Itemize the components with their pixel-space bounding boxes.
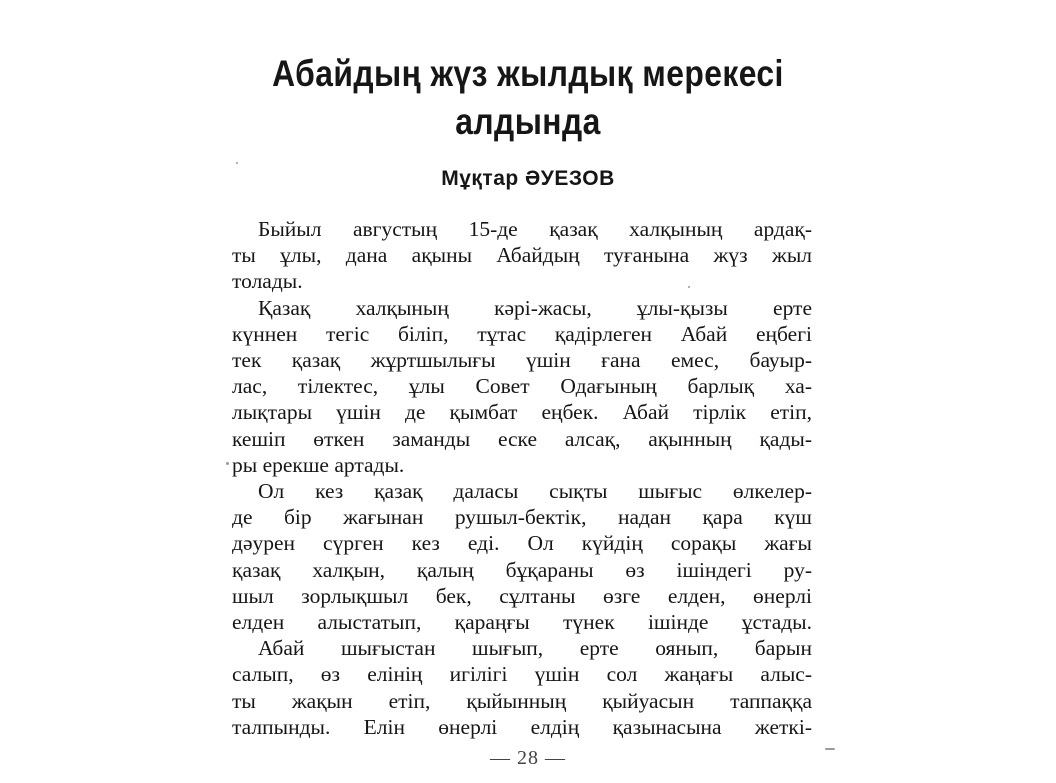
- author-name: Мұқтар ӘУЕЗОВ: [441, 167, 615, 190]
- text-line: де бір жағынан рушыл-бектік, надан қара күш: [232, 505, 812, 530]
- text-line: Абай шығыстан шығып, ерте оянып, барын: [258, 636, 812, 661]
- text-line: Быйыл августың 15-де қазақ халқының ардақ-: [258, 217, 812, 241]
- text-line: тек қазақ жұртшылығы үшін ғана емес, бауыр-: [232, 348, 812, 373]
- text-line: салып, өз елінің игілігі үшін сол жаңағы алыс-: [232, 662, 812, 687]
- text-line: күннен тегіс біліп, тұтас қадірлеген Абай еңбегі: [232, 321, 812, 346]
- text-line: толады.: [232, 269, 303, 294]
- text-line: талпынды. Елін өнерлі елдің қазынасына жеткі-: [232, 714, 812, 739]
- print-speck: [226, 462, 229, 465]
- text-line: ты ұлы, дана ақыны Абайдың туғанына жүз жыл: [232, 243, 812, 268]
- text-line: қазақ халқын, қалың бұқараны өз ішіндегі ру-: [232, 557, 812, 582]
- text-line: кешіп өткен заманды еске алсақ, ақынның қады-: [232, 426, 812, 451]
- text-line: Қазақ халқының кәрі-жасы, ұлы-қызы ерте: [258, 295, 812, 320]
- title-line-1: Абайдың жүз жылдық мерекесі: [272, 53, 784, 94]
- page-number: — 28 —: [490, 747, 566, 769]
- text-line: елден алыстатып, қараңғы түнек ішінде ұстады.: [232, 610, 812, 635]
- text-line: лықтары үшін де қымбат еңбек. Абай тірлік етіп,: [232, 400, 812, 425]
- print-speck: [825, 748, 835, 750]
- text-line: дәурен сүрген кез еді. Ол күйдің сорақы жағы: [232, 531, 812, 556]
- print-speck: [236, 162, 238, 164]
- text-line: лас, тілектес, ұлы Совет Одағының барлық ха-: [232, 374, 812, 399]
- print-speck: [688, 286, 690, 288]
- text-line: ры ерекше артады.: [232, 452, 405, 477]
- title-line-2: алдында: [455, 101, 601, 142]
- text-line: шыл зорлықшыл бек, сұлтаны өзге елден, өнерлі: [232, 583, 812, 608]
- text-line: Ол кез қазақ даласы сықты шығыс өлкелер-: [258, 479, 812, 504]
- article-body: [232, 216, 812, 740]
- text-line: ты жақын етіп, қыйынның қыйуасын таппаққа: [232, 688, 812, 713]
